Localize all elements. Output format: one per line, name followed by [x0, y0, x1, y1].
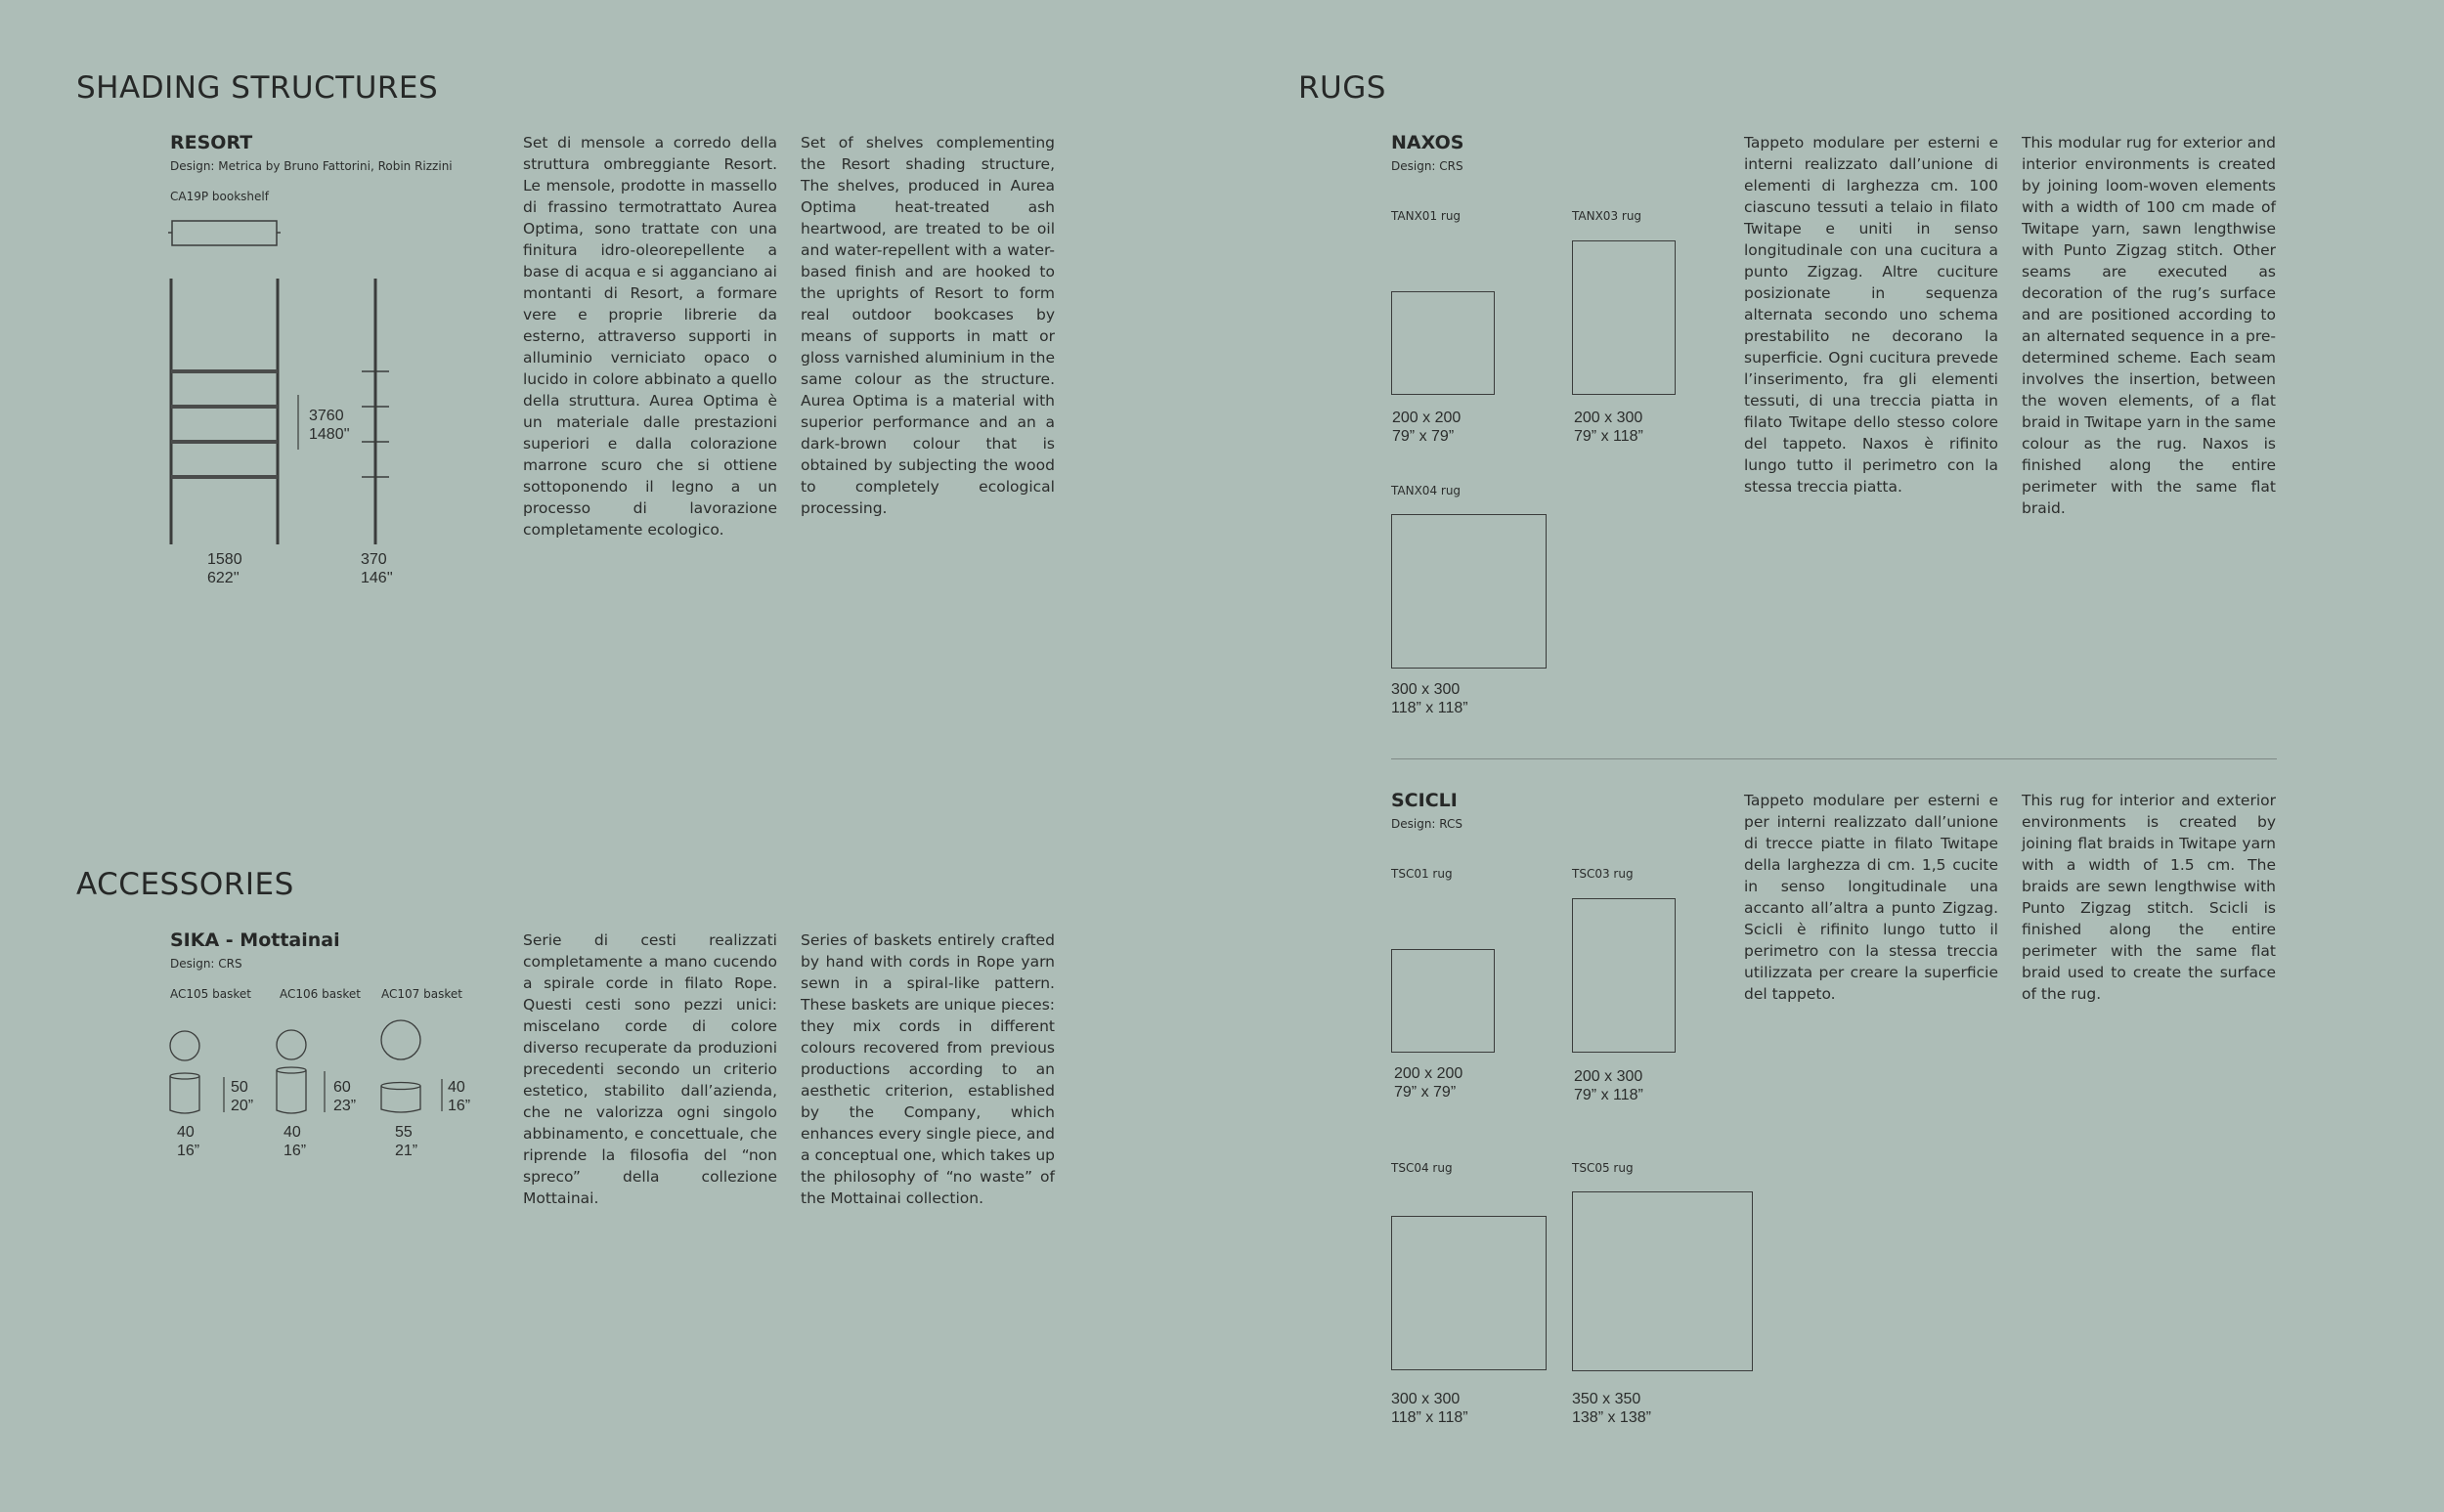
- scicli-description-it: Tappeto modulare per esterni e per interni realizzato dall’unione di trecce piatte in filato Twitape della larghezza di cm. 1,5 cucite in senso longitudinale una accanto all’altra a punto Zigzag. Scicli è rifinito lungo tutto il perimetro con la stessa treccia utilizzata per creare la superficie del tappeto.: [1744, 792, 1998, 1003]
- resort-product-code: CA19P bookshelf: [170, 190, 269, 203]
- basket-ac105-code: AC105 basket: [170, 987, 251, 1001]
- naxos-product-name: NAXOS: [1391, 132, 1464, 153]
- scicli-product-name: SCICLI: [1391, 790, 1458, 811]
- scicli-designer: Design: RCS: [1391, 817, 1463, 831]
- resort-width-dimension: 1580 622'': [207, 551, 242, 586]
- rug-tsc04-code: TSC04 rug: [1391, 1161, 1453, 1175]
- rug-tsc01-dimensions: 200 x 200 79” x 79”: [1394, 1065, 1463, 1101]
- basket-ac105-width: 40 16”: [177, 1124, 200, 1159]
- sika-designer: Design: CRS: [170, 957, 242, 971]
- basket-ac106-height: 60 23”: [333, 1079, 357, 1114]
- basket-ac106-code: AC106 basket: [280, 987, 361, 1001]
- resort-product-name: RESORT: [170, 132, 253, 153]
- naxos-designer: Design: CRS: [1391, 159, 1463, 173]
- resort-depth-dimension: 370 146'': [361, 551, 393, 586]
- sika-description-it: Serie di cesti realizzati completamente a mano cucendo a spirale corde in filato Rope. Questi cesti sono pezzi unici: miscelano corde di colore diverso recuperate da produzioni precedenti secondo un criterio estetico, stabilito dall’azienda, che ne valorizza ogni singolo abbinamento, e concettuale, che riprende la filosofia del “non spreco” della collezione Mottainai.: [523, 931, 777, 1207]
- rug-tanx03-code: TANX03 rug: [1572, 209, 1642, 223]
- basket-ac107-height: 40 16”: [448, 1079, 471, 1114]
- sika-description-en: Series of baskets entirely crafted by hand with cords in Rope yarn sewn in a spiral-like pattern. These baskets are unique pieces: they mix cords in different colours recovered from previous productions according to an aesthetic criterion, established by the Company, which enhances every single piece, and a conceptual one, which takes up the philosophy of “no waste” of the Mottainai collection.: [801, 931, 1055, 1207]
- rug-tsc05-dimensions: 350 x 350 138” x 138”: [1572, 1391, 1651, 1426]
- rug-tsc03-code: TSC03 rug: [1572, 867, 1634, 881]
- naxos-description-en: This modular rug for exterior and interior environments is created by joining loom-woven elements with a width of 100 cm made of Twitape yarn, sawn lengthwise with Punto Zigzag stitch. Other seams are executed as decoration of the rug’s surface and are positioned according to an alternated sequence in a pre-determined scheme. Each seam involves the insertion, between the woven elements, of a flat braid in Twitape yarn in the same colour as the rug. Naxos is finished along the entire perimeter with the same flat braid.: [2022, 134, 2276, 517]
- scicli-description-en: This rug for interior and exterior environments is created by joining flat braids in Twitape yarn with a width of 1.5 cm. The braids are sewn lengthwise with Punto Zigzag stitch. Scicli is finished along the entire perimeter with the same flat braid used to create the surface of the rug.: [2022, 792, 2276, 1003]
- basket-ac106-width: 40 16”: [284, 1124, 307, 1159]
- naxos-description-it: Tappeto modulare per esterni e interni realizzato dall’unione di elementi di larghezza cm. 100 ciascuno tessuti a telaio in filato Twitape e uniti in senso longitudinale con una cucitura a punto Zigzag. Altre cuciture posizionate in sequenza alternata secondo uno schema prestabilito ne decorano la superficie. Ogni cucitura prevede l’inserimento, fra gli elementi tessuti, di una treccia piatta in filato Twitape dello stesso colore del tappeto. Naxos è rifinito lungo tutto il perimetro con la stessa treccia piatta.: [1744, 134, 1998, 496]
- rug-tanx04-code: TANX04 rug: [1391, 484, 1462, 497]
- basket-ac107-width: 55 21”: [395, 1124, 418, 1159]
- basket-ac107-code: AC107 basket: [381, 987, 462, 1001]
- section-divider: [1391, 758, 2277, 759]
- rug-tanx01-outline: [1391, 291, 1495, 395]
- rug-tanx03-dimensions: 200 x 300 79” x 118”: [1574, 410, 1643, 445]
- resort-designer: Design: Metrica by Bruno Fattorini, Robin Rizzini: [170, 159, 453, 173]
- rug-tsc04-dimensions: 300 x 300 118” x 118”: [1391, 1391, 1468, 1426]
- rug-tsc05-code: TSC05 rug: [1572, 1161, 1634, 1175]
- rug-tanx04-outline: [1391, 514, 1547, 669]
- sika-product-name: SIKA - Mottainai: [170, 929, 340, 951]
- shading-section-title: SHADING STRUCTURES: [76, 70, 439, 106]
- rug-tsc03-dimensions: 200 x 300 79” x 118”: [1574, 1068, 1643, 1103]
- rug-tsc05-outline: [1572, 1191, 1753, 1371]
- accessories-section-title: ACCESSORIES: [76, 867, 294, 902]
- rug-tanx01-dimensions: 200 x 200 79” x 79”: [1392, 410, 1462, 445]
- resort-height-dimension: 3760 1480'': [309, 408, 350, 443]
- rug-tsc01-code: TSC01 rug: [1391, 867, 1453, 881]
- resort-description-it: Set di mensole a corredo della struttura ombreggiante Resort. Le mensole, prodotte in massello di frassino termotrattato Aurea Optima, sono trattate con una finitura idro-oleorepellente a base di acqua e si agganciano ai montanti di Resort, a formare vere e proprie librerie da esterno, attraverso supporti in alluminio verniciato opaco o lucido in colore abbinato a quello della struttura. Aurea Optima è un materiale dalle prestazioni superiori e dalla colorazione marrone scuro che si ottiene sottoponendo il legno a un processo di lavorazione completamente ecologico.: [523, 134, 777, 539]
- rug-tsc01-outline: [1391, 949, 1495, 1053]
- rug-tsc04-outline: [1391, 1216, 1547, 1370]
- rugs-section-title: RUGS: [1298, 70, 1386, 106]
- basket-ac105-height: 50 20”: [231, 1079, 254, 1114]
- rug-tanx01-code: TANX01 rug: [1391, 209, 1462, 223]
- rug-tsc03-outline: [1572, 898, 1676, 1053]
- resort-description-en: Set of shelves complementing the Resort shading structure, The shelves, produced in Aurea Optima heat-treated ash heartwood, are treated to be oil and water-repellent with a water-based finish and are hooked to the uprights of Resort to form real outdoor bookcases by means of supports in matt or gloss varnished aluminium in the same colour as the structure. Aurea Optima is a material with superior performance and an a dark-brown colour that is obtained by subjecting the wood to completely ecological processing.: [801, 134, 1055, 517]
- rug-tanx03-outline: [1572, 240, 1676, 395]
- rug-tanx04-dimensions: 300 x 300 118” x 118”: [1391, 681, 1468, 716]
